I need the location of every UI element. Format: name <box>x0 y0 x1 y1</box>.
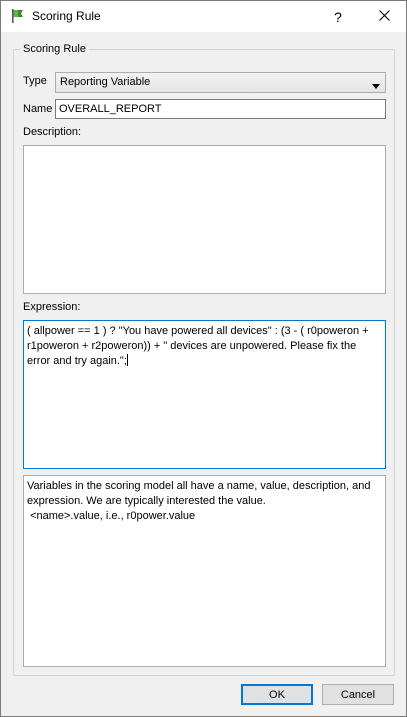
flag-app-icon <box>10 8 26 24</box>
help-button[interactable]: ? <box>334 8 342 25</box>
close-icon <box>379 10 390 24</box>
name-input[interactable] <box>55 99 386 119</box>
type-label: Type <box>23 75 47 87</box>
help-line: Variables in the scoring model all have a name, value, description, and <box>27 480 371 492</box>
cancel-button[interactable]: Cancel <box>322 684 394 705</box>
name-input-value: OVERALL_REPORT <box>59 103 162 115</box>
title-bar <box>1 1 406 32</box>
window-title: Scoring Rule <box>32 9 101 23</box>
expression-line: r1poweron + r2poweron)) + " devices are unpowered. Please fix the <box>27 340 357 352</box>
text-caret <box>127 354 128 366</box>
expression-text <box>27 324 382 369</box>
name-label: Name <box>23 103 53 115</box>
type-select-value: Reporting Variable <box>60 76 151 88</box>
expression-line-text: error and try again."; <box>27 355 127 367</box>
help-line: <name>.value, i.e., r0power.value <box>27 510 196 522</box>
help-textbox <box>23 475 386 667</box>
description-textarea[interactable] <box>23 145 386 294</box>
chevron-down-icon <box>372 80 380 85</box>
groupbox-title: Scoring Rule <box>20 43 89 55</box>
close-button[interactable] <box>361 1 407 32</box>
expression-line: ( allpower == 1 ) ? "You have powered all devices" : (3 - ( r0poweron + <box>27 325 369 337</box>
help-text <box>27 479 382 524</box>
expression-label: Expression: <box>23 301 81 313</box>
ok-button[interactable]: OK <box>241 684 313 705</box>
help-line: expression. We are typically interested the value. <box>27 495 266 507</box>
description-label: Description: <box>23 126 82 138</box>
expression-line <box>27 354 382 369</box>
expression-textarea[interactable] <box>23 320 386 469</box>
type-select[interactable] <box>55 72 386 93</box>
